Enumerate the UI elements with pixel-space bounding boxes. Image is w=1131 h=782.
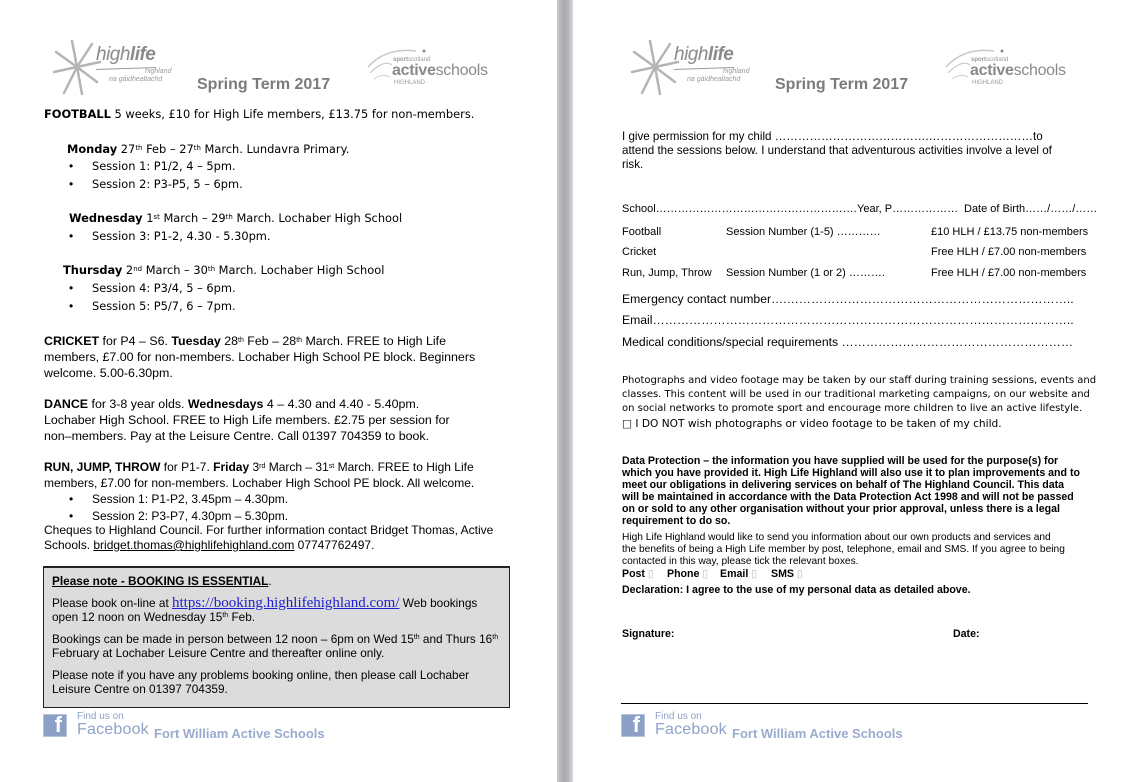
highlife-sub-gaelic: na gàidhealtachd	[687, 76, 741, 83]
activity-price: £10 HLH / £13.75 non-members	[931, 226, 1089, 238]
session-item: Session 5: P5/7, 6 – 7pm.	[92, 299, 236, 313]
activity-price: Free HLH / £7.00 non-members	[931, 267, 1087, 279]
booking-note-online: Please book on-line at https://booking.highlifehighland.com/ Web bookings open 12 noon on Wednesday 15th Feb.	[52, 594, 478, 624]
highlife-sub-english: highland	[145, 68, 172, 75]
highlife-wordmark: highlife	[674, 44, 734, 65]
activity-name: Cricket	[622, 246, 657, 258]
activeschools-wordmark: activeschools	[392, 62, 488, 79]
contact-line-1: Cheques to Highland Council. For further information contact Bridget Thomas, Active	[44, 523, 494, 537]
date-label[interactable]: Date:	[953, 628, 980, 640]
starburst-icon	[52, 38, 102, 96]
thursday-line: Thursday 2nd March – 30th March. Lochaber High School	[63, 263, 385, 277]
photo-line-2: classes. This content will be used in our traditional marketing campaigns, on our website and	[622, 389, 1090, 400]
contact-option-email[interactable]: Email ▯	[720, 568, 758, 580]
facebook-icon: f	[621, 714, 645, 737]
wednesday-line: Wednesday 1st March – 29th March. Lochaber High School	[69, 211, 403, 225]
starburst-icon	[630, 38, 680, 96]
bullet-icon: •	[69, 177, 74, 191]
football-heading: FOOTBALL 5 weeks, £10 for High Life members, £13.75 for non-members.	[44, 107, 475, 121]
activeschools-region: HIGHLAND	[972, 80, 1004, 86]
data-protection-line-6: requirement to do so.	[622, 515, 731, 527]
rjt-line-2: members, £7.00 for non-members. Lochaber High School PE block. All welcome.	[44, 476, 475, 490]
dance-line-2: Lochaber High School. FREE to High Life members. £2.75 per session for	[44, 413, 450, 427]
highlife-wordmark: highlife	[96, 44, 156, 65]
bullet-icon: •	[69, 281, 74, 295]
cricket-line-2: members, £7.00 for non-members. Lochaber High School PE block. Beginners	[44, 350, 476, 364]
divider-line	[621, 703, 1088, 704]
medical-field[interactable]: Medical conditions/special requirements …………………………………………………	[622, 335, 1074, 349]
session-item: Session 4: P3/4, 5 – 6pm.	[92, 281, 236, 295]
contact-line-2: Schools. bridget.thomas@highlifehighland.com 07747762497.	[44, 538, 375, 552]
monday-line: Monday 27th Feb – 27th March. Lundavra Primary.	[67, 142, 350, 156]
marketing-line-3: contacted in this way, please tick the relevant boxes.	[622, 556, 859, 567]
page-separator	[557, 0, 573, 782]
emergency-contact-field[interactable]: Emergency contact number….……………………………………………………………..	[622, 292, 1074, 306]
dob-field[interactable]: Date of Birth……/……/……	[964, 203, 1098, 215]
dance-line-3: non–members. Pay at the Leisure Centre. Call 01397 704359 to book.	[44, 429, 430, 443]
permission-line-3: risk.	[622, 158, 644, 171]
session-item: Session 3: P1-2, 4.30 - 5.30pm.	[92, 229, 271, 243]
highlife-sub-english: highland	[723, 68, 750, 75]
data-protection-line-2: which you have provided it. High Life Highland will also use it to plan improvements and to	[622, 467, 1080, 479]
contact-option-post[interactable]: Post ▯	[622, 568, 654, 580]
highlife-logo	[52, 38, 172, 98]
permission-line-2: attend the sessions below. I understand that adventurous activities involve a level of	[622, 144, 1052, 157]
photo-line-3: on social networks to promote sport and encourage more children to live an active lifestyle.	[622, 403, 1083, 414]
declaration: Declaration: I agree to the use of my personal data as detailed above.	[622, 584, 971, 596]
rjt-line-1: RUN, JUMP, THROW for P1-7. Friday 3rd March – 31st March. FREE to High Life	[44, 460, 474, 474]
data-protection-line-4: will be maintained in accordance with the Data Protection Act 1998 and will not be passed	[622, 491, 1074, 503]
cricket-line-1: CRICKET for P4 – S6. Tuesday 28th Feb – 28th March. FREE to High Life	[44, 334, 446, 348]
email-link[interactable]: bridget.thomas@highlifehighland.com	[93, 538, 295, 552]
year-field[interactable]: Year, P………………	[857, 203, 959, 215]
session-item: Session 2: P3-P5, 5 – 6pm.	[92, 177, 243, 191]
email-field[interactable]: Email…………………………………………………………………………………………..	[622, 313, 1074, 327]
page-title: Spring Term 2017	[775, 76, 909, 93]
sportscotland-label: sportscotland	[971, 57, 1009, 63]
bullet-icon: •	[69, 492, 74, 506]
data-protection-line-3: meet our obligations in delivering services on behalf of The Highland Council. This data	[622, 479, 1065, 491]
activeschools-logo	[366, 45, 491, 90]
bullet-icon: •	[69, 299, 74, 313]
dance-line-1: DANCE for 3-8 year olds. Wednesdays 4 – 4.30 and 4.40 - 5.40pm.	[44, 397, 420, 411]
bullet-icon: •	[69, 509, 74, 523]
activity-session-field[interactable]: Session Number (1-5) …………	[726, 226, 881, 238]
photo-optout-checkbox[interactable]: □ I DO NOT wish photographs or video footage to be taken of my child.	[622, 418, 1002, 430]
highlife-sub-gaelic: na gàidhealtachd	[109, 76, 163, 83]
activeschools-wordmark: activeschools	[970, 62, 1066, 79]
booking-note-problems: Please note if you have any problems booking online, then please call Lochaber Leisure Centre on 01397 704359.	[52, 667, 470, 696]
permission-line-1: I give permission for my child ………………………………….………………………to	[622, 130, 1043, 143]
marketing-line-1: High Life Highland would like to send you information about our own products and services and	[622, 532, 1051, 543]
session-item: Session 1: P1-P2, 3.45pm – 4.30pm.	[92, 492, 289, 506]
session-item: Session 2: P3-P7, 4.30pm – 5.30pm.	[92, 509, 289, 523]
marketing-line-2: the benefits of being a High Life member by post, telephone, email and SMS. If you agree to being	[622, 544, 1065, 555]
activity-price: Free HLH / £7.00 non-members	[931, 246, 1087, 258]
booking-note-heading: Please note - BOOKING IS ESSENTIAL	[52, 574, 269, 588]
photo-line-1: Photographs and video footage may be taken by our staff during training sessions, events and	[622, 375, 1097, 386]
session-item: Session 1: P1/2, 4 – 5pm.	[92, 159, 236, 173]
activity-name: Football	[622, 226, 662, 238]
activity-name: Run, Jump, Throw	[622, 267, 712, 279]
school-field[interactable]: School……………………………………………….	[622, 203, 857, 215]
facebook-footer[interactable]: f Find us on Facebook Fort William Active Schools	[43, 711, 343, 741]
facebook-icon: f	[43, 714, 67, 737]
contact-option-sms[interactable]: SMS ▯	[771, 568, 803, 580]
data-protection-line-1: Data Protection – the information you have supplied will be used for the purpose(s) for	[622, 455, 1059, 467]
facebook-footer[interactable]: f Find us on Facebook Fort William Active Schools	[621, 711, 921, 741]
activeschools-region: HIGHLAND	[394, 80, 426, 86]
booking-note-in-person: Bookings can be made in person between 12 noon – 6pm on Wed 15th and Thurs 16th February at Lochaber Leisure Centre and thereafter online only.	[52, 631, 499, 660]
activity-session-field[interactable]: Session Number (1 or 2) ……….	[726, 267, 885, 279]
data-protection-line-5: on or sold to any other organisation without your prior approval, unless there is a legal	[622, 503, 1060, 515]
bullet-icon: •	[69, 229, 74, 243]
bullet-icon: •	[69, 159, 74, 173]
booking-note-box: Please note - BOOKING IS ESSENTIAL. Please book on-line at https://booking.highlifehighland.com/ Web bookings open 12 noon on Wednesday 15th Feb. Bookings can be made in person between 12 noon – 6pm on Wed 15th and Thurs 16th February at Lochaber Leisure Centre and thereafter online only. Please note if you have any problems booking online, then please call Lochaber Leisure Centre on 01397 704359.	[43, 566, 510, 708]
signature-label[interactable]: Signature:	[622, 628, 675, 640]
cricket-line-3: welcome. 5.00-6.30pm.	[44, 366, 173, 380]
booking-url-link[interactable]: https://booking.highlifehighland.com/	[172, 594, 400, 611]
activeschools-logo	[944, 45, 1069, 90]
contact-option-phone[interactable]: Phone ▯	[667, 568, 709, 580]
page-title: Spring Term 2017	[197, 76, 331, 93]
highlife-logo	[630, 38, 750, 98]
sportscotland-label: sportscotland	[393, 57, 431, 63]
